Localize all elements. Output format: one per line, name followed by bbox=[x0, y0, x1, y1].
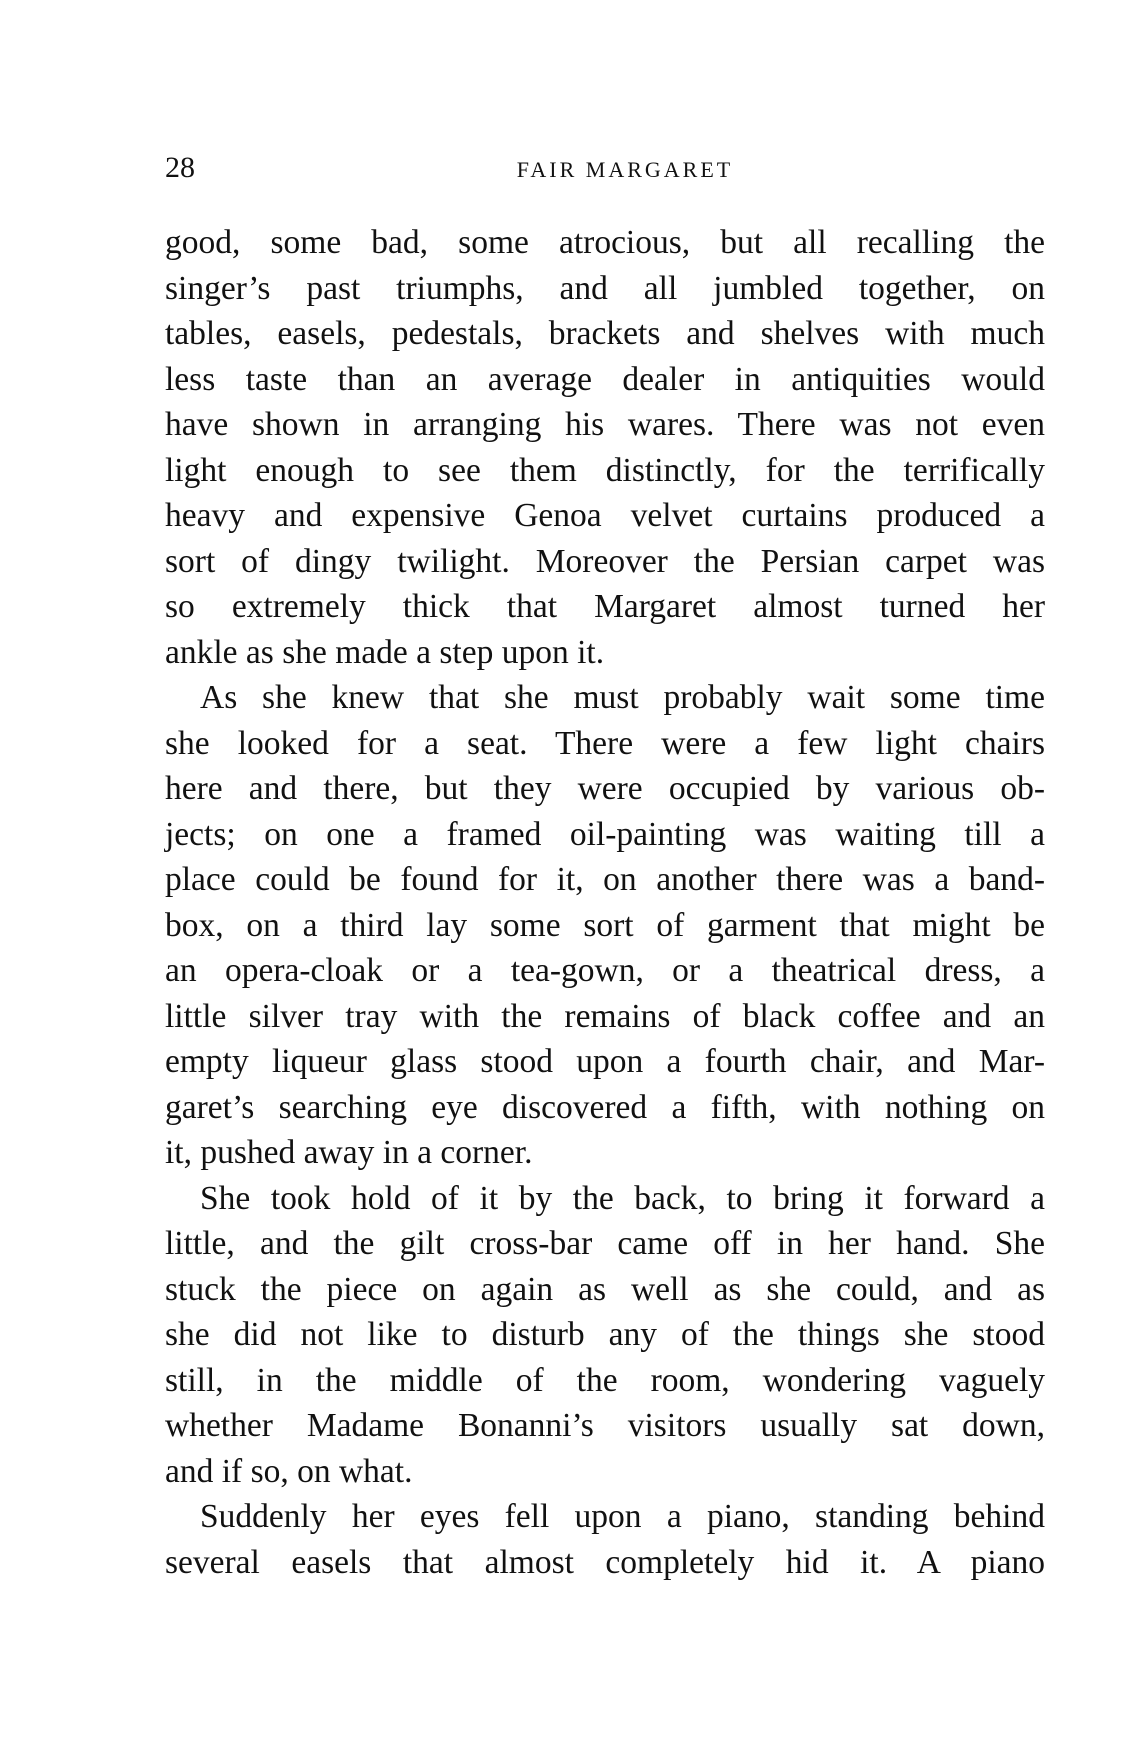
body-text bbox=[165, 220, 1045, 1585]
text-line: empty liqueur glass stood upon a fourth chair, and Mar- bbox=[165, 1043, 1045, 1080]
text-line: box, on a third lay some sort of garment that might be bbox=[165, 906, 1045, 944]
text-line: she did not like to disturb any of the things she stood bbox=[165, 1316, 1045, 1353]
paragraph bbox=[165, 1494, 1045, 1585]
text-line: less taste than an average dealer in antiquities would bbox=[165, 360, 1045, 398]
paragraph bbox=[165, 1176, 1045, 1495]
text-line: good, some bad, some atrocious, but all recalling the bbox=[165, 224, 1045, 261]
text-line: here and there, but they were occupied by various ob- bbox=[165, 770, 1045, 807]
page-number: 28 bbox=[165, 151, 195, 184]
text-line: heavy and expensive Genoa velvet curtains produced a bbox=[165, 497, 1045, 534]
text-line: Suddenly her eyes fell upon a piano, standing behind bbox=[200, 1498, 1045, 1535]
text-line: so extremely thick that Margaret almost turned her bbox=[165, 588, 1045, 625]
text-line: and if so, on what. bbox=[165, 1452, 413, 1490]
text-line: As she knew that she must probably wait some time bbox=[200, 679, 1045, 716]
text-line: several easels that almost completely hid it. A piano bbox=[165, 1543, 1045, 1581]
text-line: it, pushed away in a corner. bbox=[165, 1134, 533, 1171]
text-line: jects; on one a framed oil-painting was waiting till a bbox=[165, 815, 1045, 853]
text-line: ankle as she made a step upon it. bbox=[165, 633, 605, 671]
text-line: little, and the gilt cross-bar came off in her hand. She bbox=[165, 1225, 1045, 1262]
paragraph bbox=[165, 675, 1045, 1176]
text-line: She took hold of it by the back, to bring it forward a bbox=[200, 1179, 1045, 1217]
text-line: whether Madame Bonanni’s visitors usually sat down, bbox=[165, 1407, 1045, 1444]
text-line: light enough to see them distinctly, for the terrifically bbox=[165, 451, 1045, 489]
text-line: an opera-cloak or a tea-gown, or a theatrical dress, a bbox=[165, 952, 1045, 989]
text-line: garet’s searching eye discovered a fifth, with nothing on bbox=[165, 1088, 1045, 1126]
text-line: still, in the middle of the room, wondering vaguely bbox=[165, 1361, 1045, 1399]
text-line: stuck the piece on again as well as she could, and as bbox=[165, 1270, 1045, 1308]
text-line: sort of dingy twilight. Moreover the Persian carpet was bbox=[165, 542, 1045, 580]
running-title: FAIR MARGARET bbox=[516, 157, 734, 182]
text-line: place could be found for it, on another there was a band- bbox=[165, 861, 1045, 898]
text-line: little silver tray with the remains of black coffee and an bbox=[165, 997, 1045, 1035]
text-line: tables, easels, pedestals, brackets and shelves with much bbox=[165, 315, 1045, 352]
text-line: have shown in arranging his wares. There was not even bbox=[165, 406, 1045, 443]
paragraph bbox=[165, 220, 1045, 675]
text-line: singer’s past triumphs, and all jumbled together, on bbox=[165, 269, 1045, 307]
text-line: she looked for a seat. There were a few light chairs bbox=[165, 724, 1045, 762]
page-header bbox=[165, 148, 1045, 188]
